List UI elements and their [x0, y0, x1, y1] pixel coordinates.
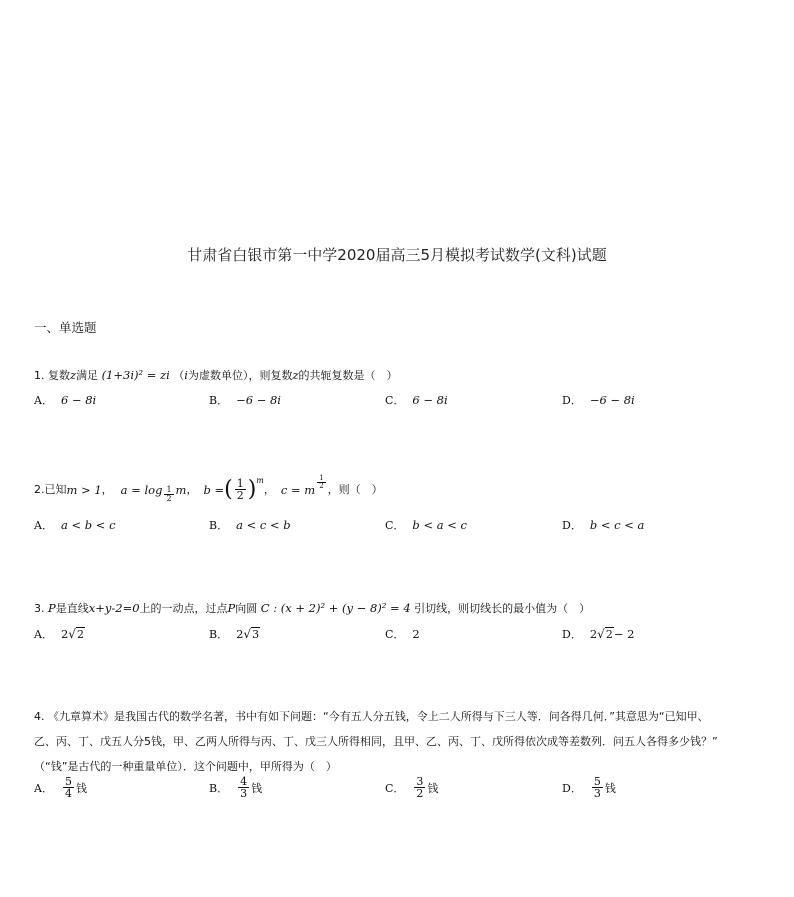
option-c[interactable]: C． b < a < c — [385, 518, 467, 532]
option-a[interactable]: A． 6 − 8i — [34, 393, 97, 407]
option-c[interactable]: C． 6 − 8i — [385, 393, 448, 407]
option-d[interactable]: D． 2 √ 2 − 2 — [562, 627, 635, 641]
question-3-options — [34, 626, 764, 654]
option-a[interactable]: A． $\frac{5}{4}$ 钱 — [34, 775, 87, 800]
option-d[interactable]: D． −6 − 8i — [562, 393, 635, 407]
question-1: 1. 复数z满足 (1+3i)² = zi （i为虚数单位），则复数z的共轭复数是（ ） — [34, 368, 398, 382]
question-number: 2. — [34, 482, 45, 496]
question-number: 3. — [34, 602, 45, 615]
option-b[interactable]: B． 2 √ 3 — [209, 627, 260, 641]
option-b[interactable]: B． $\frac{4}{3}$ 钱 — [209, 775, 263, 800]
option-d[interactable]: D． b < c < a — [562, 518, 645, 532]
question-number: 1. — [34, 369, 45, 382]
expr-c: c = m $\frac{1}{2}$ — [280, 474, 324, 497]
option-a[interactable]: A． 2 √ 2 — [34, 627, 84, 641]
option-b[interactable]: B． a < c < b — [209, 518, 291, 532]
option-b[interactable]: B． −6 − 8i — [209, 393, 281, 407]
option-c[interactable]: C． $\frac{3}{2}$ 钱 — [385, 775, 439, 800]
page-title: 甘肃省白银市第一中学2020届高三5月模拟考试数学(文科)试题 — [187, 246, 607, 264]
section-heading: 一、单选题 — [34, 320, 97, 335]
expr-b: b = ( $\frac{1}{2}$ ) m — [203, 475, 264, 502]
question-4: 4. 《九章算术》是我国古代的数学名著，书中有如下问题：“今有五人分五钱，令上二人所得与下三人等．问各得几何．”其意思为“已知甲、 乙、丙、丁、戊五人分5钱，甲、乙两人所得与丙、丁、戊三人所得相同，且甲、乙、丙、丁、戊所得依次成等差数列．问五人各得多少钱？” （“钱”是古代的一种重量单位）．这个问题中，甲所得为（ ） — [34, 710, 718, 773]
option-a[interactable]: A． a < b < c — [34, 518, 116, 532]
option-c[interactable]: C． 2 — [385, 627, 420, 641]
math-expression: (1+3i)² = zi — [101, 368, 170, 382]
question-2-options — [34, 517, 764, 545]
question-3: 3. P是直线x+y-2=0上的一动点，过点P向圆 C : (x + 2)² + (y − 8)² = 4 引切线，则切线长的最小值为（ ） — [34, 601, 591, 615]
question-4-options — [34, 776, 764, 806]
option-d[interactable]: D． $\frac{5}{3}$ 钱 — [562, 775, 616, 800]
question-number: 4. — [34, 710, 45, 723]
expr-a: a = log $\frac{1}{2}$ m — [120, 482, 187, 503]
question-2: 2. 已知 m > 1 ， a = log $\frac{1}{2}$ m ， b = ( $\frac{1}{2}$ ) m ， c = m $\frac{1}{2}$ ，则（ ） — [34, 474, 383, 503]
question-1-options — [34, 392, 764, 420]
circle-equation: C : (x + 2)² + (y − 8)² = 4 — [260, 601, 411, 615]
